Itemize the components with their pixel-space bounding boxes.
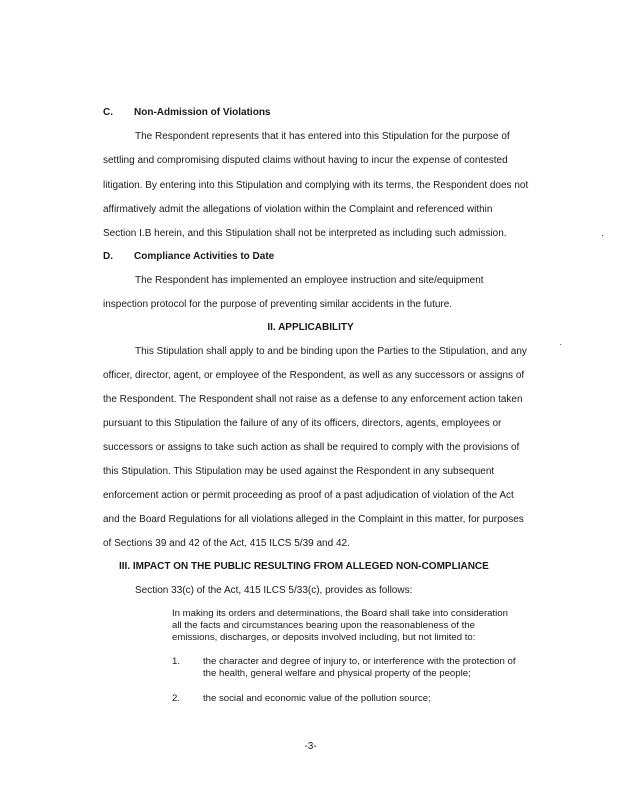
section-c-line: settling and compromising disputed claims without having to incur the expense of contested: [103, 155, 508, 166]
list-item-line: the character and degree of injury to, or interference with the protection of: [203, 656, 516, 667]
section-c-letter: C.: [103, 107, 113, 118]
quote-line: emissions, discharges, or deposits involved including, but not limited to:: [172, 632, 476, 643]
applicability-line: pursuant to this Stipulation the failure of any of its officers, directors, agents, employees or: [103, 418, 502, 429]
list-item-line: the social and economic value of the pollution source;: [203, 693, 431, 704]
applicability-line: this Stipulation. This Stipulation may be used against the Respondent in any subsequent: [103, 466, 495, 477]
applicability-heading: II. APPLICABILITY: [267, 322, 354, 333]
list-item-number: 1.: [172, 656, 181, 667]
section-c-heading: Non-Admission of Violations: [134, 107, 271, 118]
applicability-line: officer, director, agent, or employee of the Respondent, as well as any successors or assigns of: [103, 370, 525, 381]
section-c-line: affirmatively admit the allegations of violation within the Complaint and referenced within: [103, 204, 493, 215]
applicability-line: This Stipulation shall apply to and be binding upon the Parties to the Stipulation, and any: [135, 346, 527, 357]
section-c-line: litigation. By entering into this Stipulation and complying with its terms, the Respondent does not: [103, 180, 529, 191]
list-item-number: 2.: [172, 693, 181, 704]
list-item-line: the health, general welfare and physical property of the people;: [203, 668, 471, 679]
scan-speck: [602, 235, 603, 236]
impact-intro: Section 33(c) of the Act, 415 ILCS 5/33(c), provides as follows:: [135, 585, 413, 596]
section-d-line: inspection protocol for the purpose of preventing similar accidents in the future.: [103, 299, 453, 310]
scan-speck: [560, 344, 561, 345]
applicability-line: of Sections 39 and 42 of the Act, 415 ILCS 5/39 and 42.: [103, 538, 350, 549]
quote-line: In making its orders and determinations, the Board shall take into consideration: [172, 608, 508, 619]
section-d-letter: D.: [103, 251, 113, 262]
page-number: -3-: [304, 741, 317, 752]
impact-heading: III. IMPACT ON THE PUBLIC RESULTING FROM ALLEGED NON-COMPLIANCE: [119, 561, 489, 572]
applicability-line: successors or assigns to take such action as shall be required to comply with the provisions of: [103, 442, 520, 453]
section-d-heading: Compliance Activities to Date: [134, 251, 275, 262]
quote-line: all the facts and circumstances bearing upon the reasonableness of the: [172, 620, 475, 631]
section-c-line: Section I.B herein, and this Stipulation shall not be interpreted as including such admission.: [103, 228, 507, 239]
section-c-line: The Respondent represents that it has entered into this Stipulation for the purpose of: [135, 131, 510, 142]
applicability-line: enforcement action or permit proceeding as proof of a past adjudication of violation of the Act: [103, 490, 514, 501]
applicability-line: the Respondent. The Respondent shall not raise as a defense to any enforcement action taken: [103, 394, 523, 405]
section-d-line: The Respondent has implemented an employee instruction and site/equipment: [135, 275, 484, 286]
applicability-line: and the Board Regulations for all violations alleged in the Complaint in this matter, for purposes: [103, 514, 524, 525]
